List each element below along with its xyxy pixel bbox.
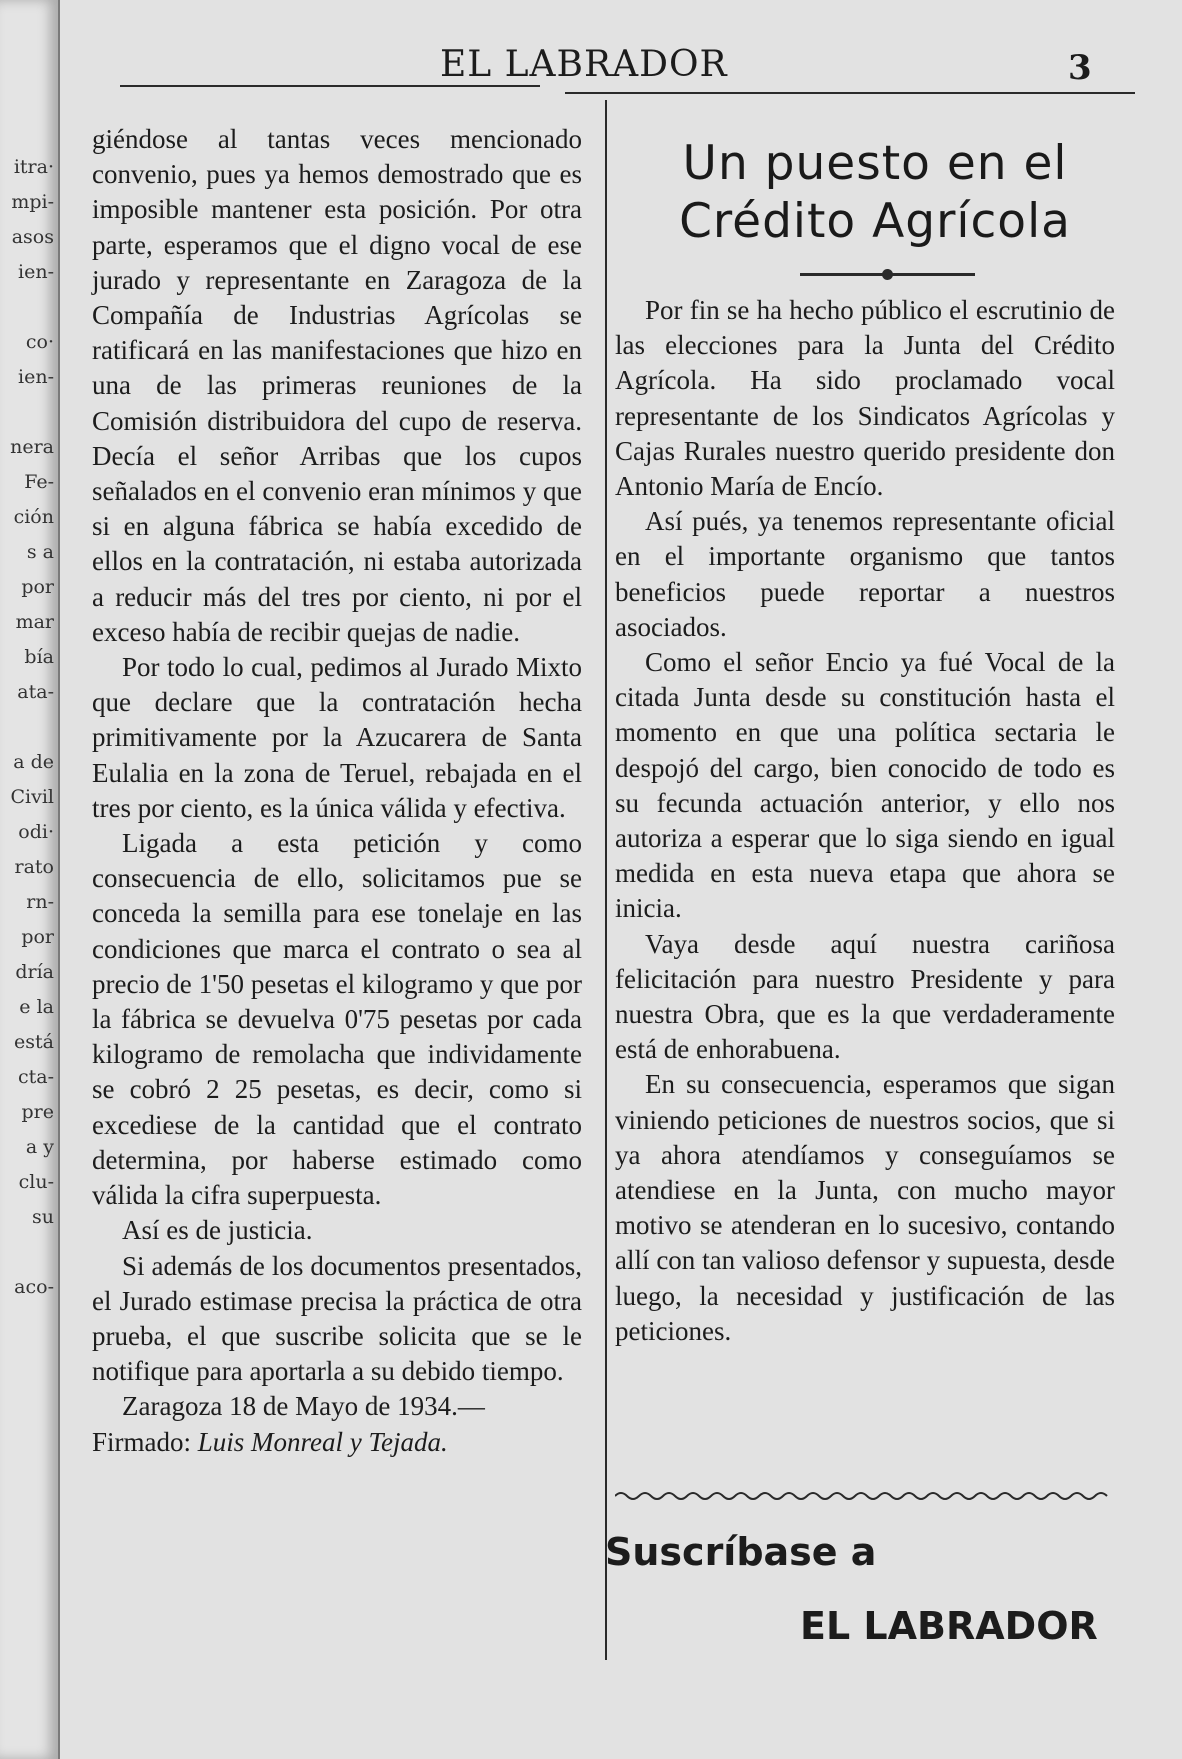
strip-fragment: ción (13, 506, 54, 528)
strip-fragment: itra· (13, 156, 54, 178)
strip-fragment: su (32, 1206, 54, 1228)
strip-fragment: pre (21, 1101, 54, 1123)
subscribe-promo-line2: EL LABRADOR (800, 1604, 1098, 1648)
strip-fragment: por (21, 926, 54, 948)
strip-fragment: asos (11, 226, 54, 248)
strip-fragment: aco- (14, 1276, 54, 1298)
strip-fragment: co· (25, 331, 54, 353)
header-rule-right (565, 92, 1135, 94)
strip-fragment: por (21, 576, 54, 598)
date-line: Zaragoza 18 de Mayo de 1934.— (122, 1391, 485, 1422)
masthead-title: EL LABRADOR (440, 44, 728, 85)
signature-line (92, 1425, 582, 1460)
newspaper-page (60, 0, 1182, 1759)
strip-fragment: dría (15, 961, 54, 983)
left-paragraph: Si además de los documentos presentados, el Jurado estimase precisa la práctica de otra prueba, el que suscribe solicita que se le notifique para aportarla a su debido tiempo. (92, 1250, 582, 1387)
strip-fragment: mar (15, 611, 54, 633)
header-rule-left (120, 85, 540, 87)
right-column (615, 293, 1115, 1349)
left-paragraph: giéndose al tantas veces mencionado convenio, pues ya hemos demostrado que es imposible mantener esta posición. Por otra parte, esperamos que el digno vocal de ese jurado y representante en Zaragoza de la Compañía de Industrias Agrícolas se ratificará en las manifestaciones que hizo en una de las primeras reuniones de la Comisión distribuidora del cupo de reserva. Decía el señor Arribas que los cupos señalados en el convenio eran mínimos y que si en alguna fábrica se había excedido de ellos en la contratación, ni estaba autorizada a reducir más del tres por ciento, ni por el exceso había de recibir quejas de nadie. (92, 124, 582, 647)
signed-name: Luis Monreal y Tejada. (197, 1426, 448, 1457)
page-number: 3 (1068, 48, 1092, 88)
strip-fragment: bía (24, 646, 54, 668)
wavy-separator (615, 1488, 1110, 1504)
strip-fragment: e la (19, 996, 54, 1018)
right-paragraph: En su consecuencia, esperamos que sigan viniendo peticiones de nuestros socios, que si ya ahora atendíamos y conseguíamos se atendiese en la Junta, con mucho mayor motivo se atenderan en lo sucesivo, contando allí con tan valioso defensor y supuesta, desde luego, la necesidad y justificación de las peticiones. (615, 1069, 1115, 1346)
left-paragraph: Por todo lo cual, pedimos al Jurado Mixto que declare que la contratación hecha primitivamente por la Azucarera de Santa Eulalia en la zona de Teruel, rebajada en el tres por ciento, es la única válida y efectiva. (92, 652, 582, 823)
page-header (60, 30, 1182, 90)
strip-fragment: rato (14, 856, 54, 878)
column-divider (605, 100, 607, 1660)
signed-label: Firmado: (92, 1426, 191, 1457)
strip-fragment: nera (10, 436, 54, 458)
strip-fragment: a y (25, 1136, 54, 1158)
strip-fragment: mpi- (11, 191, 54, 213)
right-paragraph: Como el señor Encio ya fué Vocal de la citada Junta desde su constitución hasta el momento en que una política sectaria le despojó del cargo, bien conocido de todo es su fecunda actuación anterior, y ello nos autoriza a esperar que lo siga siendo en igual medida en esta nueva etapa que ahora se inicia. (615, 647, 1115, 924)
headline-ornament-dot (882, 269, 893, 280)
left-column (92, 122, 582, 1460)
strip-fragment: cta- (17, 1066, 54, 1088)
left-paragraph: Así es de justicia. (122, 1215, 313, 1246)
strip-fragment: rn- (26, 891, 54, 913)
strip-fragment: odi· (18, 821, 54, 843)
strip-fragment: ata- (17, 681, 54, 703)
strip-fragment: s a (26, 541, 54, 563)
strip-fragment: clu- (18, 1171, 54, 1193)
left-paragraph: Ligada a esta petición y como consecuencia de ello, solicitamos pue se conceda la semilla para ese tonelaje en las condiciones que marca el contrato o sea al precio de 1'50 pesetas el kilogramo y que por la fábrica se devuelva 0'75 pesetas por cada kilogramo de remolacha que individamente se cobró 2 25 pesetas, es decir, como si excediese de la cantidad que el contrato determina, por haberse estimado como válida la cifra superpuesta. (92, 828, 582, 1211)
strip-fragment: ien- (18, 261, 54, 283)
subscribe-promo-line1: Suscríbase a (605, 1530, 877, 1574)
right-paragraph: Por fin se ha hecho público el escrutinio de las elecciones para la Junta del Crédito Agrícola. Ha sido proclamado vocal representante de los Sindicatos Agrícolas y Cajas Rurales nuestro querido presidente don Antonio María de Encío. (615, 295, 1115, 502)
strip-fragment: Fe- (24, 471, 54, 493)
article-headline: Un puesto en el Crédito Agrícola (679, 136, 1071, 249)
adjacent-page-strip (0, 0, 60, 1759)
strip-fragment: a de (13, 751, 54, 773)
right-paragraph: Vaya desde aquí nuestra cariñosa felicitación para nuestro Presidente y para nuestra Obra, que es la que verdaderamente está de enhorabuena. (615, 928, 1115, 1065)
strip-fragment: Civil (10, 786, 54, 808)
strip-fragment: está (14, 1031, 54, 1053)
right-paragraph: Así pués, ya tenemos representante oficial en el importante organismo que tantos beneficios puede reportar a nuestros asociados. (615, 506, 1115, 642)
strip-fragment: ien- (18, 366, 54, 388)
